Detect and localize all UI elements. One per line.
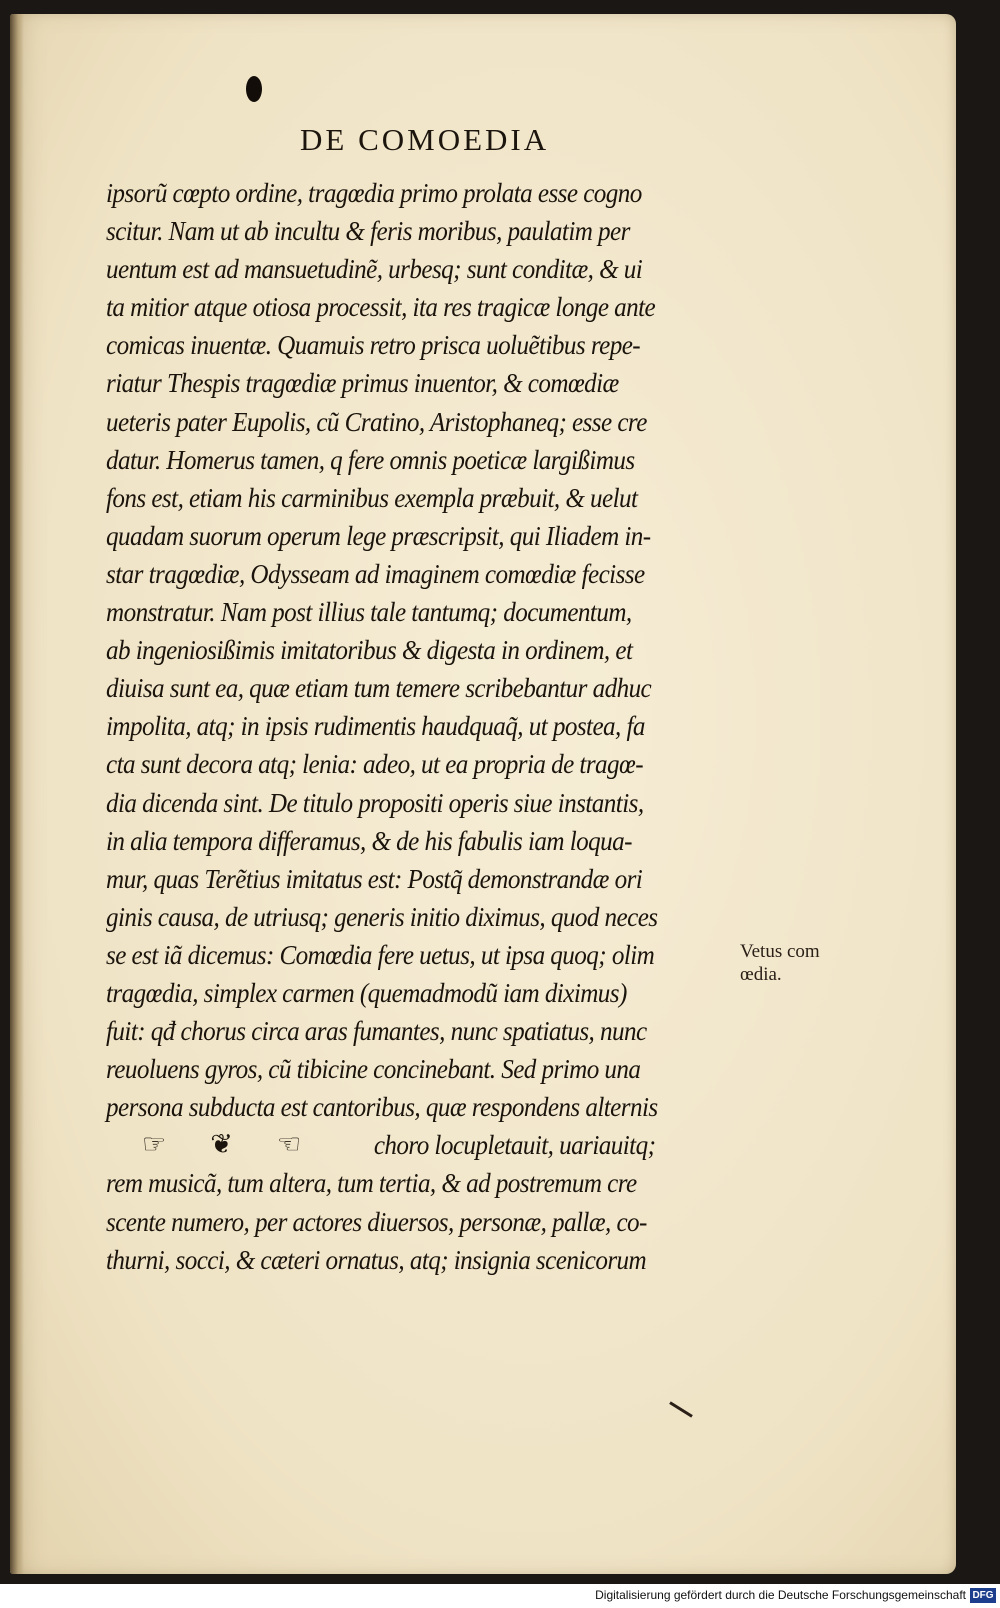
text-line: ipsorũ cœpto ordine, tragœdia primo prolata esse cogno	[106, 178, 642, 208]
body-text	[106, 174, 746, 1279]
text-line: scitur. Nam ut ab incultu & feris moribus, paulatim per	[106, 216, 630, 247]
footer-credit: Digitalisierung gefördert durch die Deutsche Forschungsgemeinschaft	[595, 1588, 966, 1602]
marginal-note-line: œdia.	[740, 964, 782, 985]
fleuron-icon: ❦	[210, 1128, 233, 1159]
text-line: datur. Homerus tamen, q fere omnis poeticæ largißimus	[106, 444, 635, 475]
marginal-note	[740, 940, 820, 986]
text-line: reuoluens gyros, cũ tibicine concinebant. Sed primo una	[106, 1054, 641, 1085]
text-line: rem musicã, tum altera, tum tertia, & ad postremum cre	[106, 1168, 637, 1199]
text-line: monstratur. Nam post illius tale tantumq; documentum,	[106, 597, 632, 628]
text-line: fons est, etiam his carminibus exempla præbuit, & uelut	[106, 482, 638, 513]
text-line: persona subducta est cantoribus, quæ respondens alternis	[106, 1092, 658, 1123]
ink-blot	[246, 76, 262, 102]
text-line: choro locupletauit, uariauitq;	[373, 1130, 656, 1161]
text-line: ab ingeniosißimis imitatoribus & digesta in ordinem, et	[106, 635, 633, 666]
text-line: ueteris pater Eupolis, cũ Cratino, Aristophaneq; esse cre	[106, 406, 647, 437]
page-spine-shadow	[10, 14, 24, 1574]
book-page	[10, 14, 956, 1574]
text-line: diuisa sunt ea, quæ etiam tum temere scribebantur adhuc	[106, 673, 652, 704]
text-line: fuit: qđ chorus circa aras fumantes, nunc spatiatus, nunc	[106, 1016, 647, 1047]
text-line: quadam suorum operum lege præscripsit, qui Iliadem in-	[106, 520, 651, 551]
text-line: ginis causa, de utriusq; generis initio diximus, quod neces	[106, 901, 658, 932]
text-line: thurni, socci, & cæteri ornatus, atq; insignia scenicorum	[106, 1244, 647, 1275]
running-head: DE COMOEDIA	[300, 122, 550, 157]
text-line: dia dicenda sint. De titulo propositi operis siue instantis,	[106, 787, 644, 818]
marginal-note-line: Vetus com	[740, 941, 820, 962]
manicule-icon: ☞	[142, 1128, 167, 1159]
ornament-row	[142, 1126, 301, 1162]
text-line: riatur Thespis tragœdiæ primus inuentor, & comœdiæ	[106, 368, 619, 399]
text-line: impolita, atq; in ipsis rudimentis haudquaq̃, ut postea, fa	[106, 711, 645, 742]
text-line: comicas inuentæ. Quamuis retro prisca uoluẽtibus repe-	[106, 330, 641, 361]
text-line: ta mitior atque otiosa processit, ita res tragicæ longe ante	[106, 292, 656, 323]
footer-bar	[0, 1584, 1000, 1608]
text-line: scente numero, per actores diuersos, personæ, pallæ, co-	[106, 1206, 647, 1237]
stray-ink-mark	[669, 1401, 693, 1417]
dfg-logo: DFG	[970, 1588, 996, 1603]
text-line: mur, quas Terẽtius imitatus est: Postq̃ demonstrandæ ori	[106, 863, 643, 894]
text-line: se est iã dicemus: Comœdia fere uetus, ut ipsa quoq; olim	[106, 939, 655, 970]
hand-icon: ☜	[276, 1128, 302, 1159]
text-line: cta sunt decora atq; lenia: adeo, ut ea propria de tragœ-	[106, 749, 644, 780]
text-line: in alia tempora differamus, & de his fabulis iam loqua-	[106, 825, 632, 856]
text-line: tragœdia, simplex carmen (quemadmodũ iam diximus)	[106, 977, 627, 1008]
text-line: uentum est ad mansuetudinẽ, urbesq; sunt conditæ, & ui	[106, 254, 643, 285]
text-line: star tragœdiæ, Odysseam ad imaginem comœdiæ fecisse	[106, 558, 645, 589]
